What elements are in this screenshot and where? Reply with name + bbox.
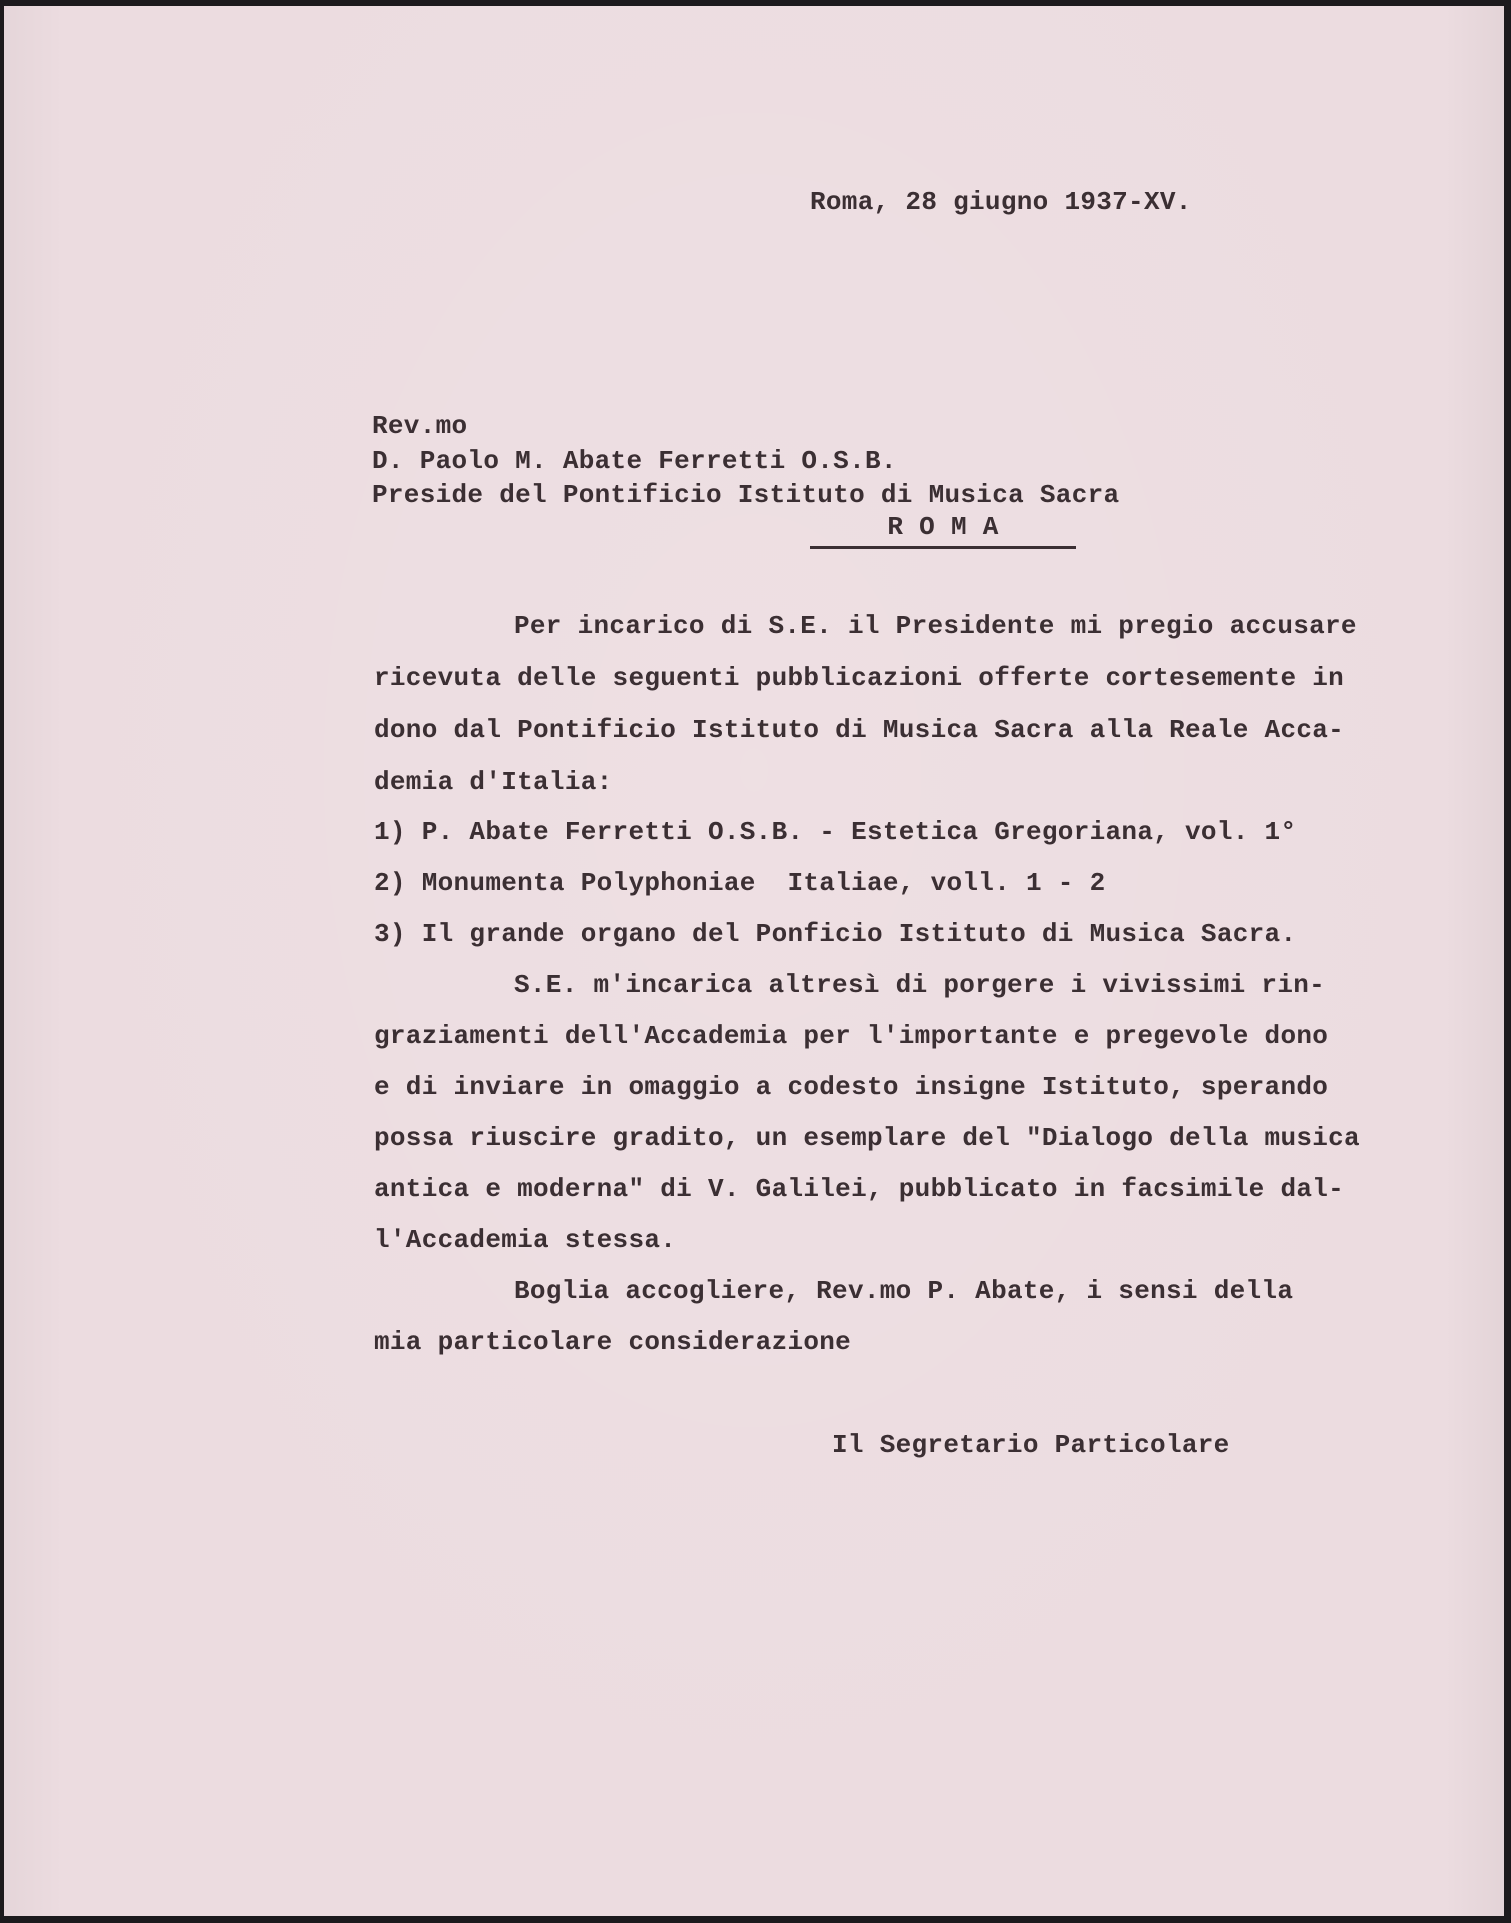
body-line: S.E. m'incarica altresì di porgere i vivissimi rin- [514, 970, 1326, 1000]
recipient-salutation: Rev.mo [372, 411, 468, 441]
body-line: graziamenti dell'Accademia per l'importante e pregevole dono [374, 1021, 1329, 1051]
list-item: 3) Il grande organo del Ponficio Istituto di Musica Sacra. [374, 919, 1297, 949]
body-line: e di inviare in omaggio a codesto insigne Istituto, sperando [374, 1072, 1329, 1102]
letter-date: Roma, 28 giugno 1937-XV. [810, 187, 1192, 217]
letter-page [4, 6, 1504, 1916]
body-line: antica e moderna" di V. Galilei, pubblicato in facsimile dal- [374, 1174, 1345, 1204]
recipient-title: Preside del Pontificio Istituto di Musica Sacra [372, 480, 1120, 510]
list-item: 1) P. Abate Ferretti O.S.B. - Estetica Gregoriana, vol. 1° [374, 817, 1297, 847]
closing-line: Boglia accogliere, Rev.mo P. Abate, i sensi della [514, 1276, 1294, 1306]
body-line: dono dal Pontificio Istituto di Musica Sacra alla Reale Acca- [374, 715, 1345, 745]
recipient-city: R O M A [810, 514, 1076, 549]
body-line: l'Accademia stessa. [374, 1225, 677, 1255]
body-line: possa riuscire gradito, un esemplare del "Dialogo della musica [374, 1123, 1360, 1153]
signature-line: Il Segretario Particolare [832, 1430, 1230, 1460]
recipient-name: D. Paolo M. Abate Ferretti O.S.B. [372, 446, 897, 476]
body-line: ricevuta delle seguenti pubblicazioni offerte cortesemente in [374, 663, 1345, 693]
body-line: Per incarico di S.E. il Presidente mi pregio accusare [514, 611, 1357, 641]
list-item: 2) Monumenta Polyphoniae Italiae, voll. 1 - 2 [374, 868, 1106, 898]
body-line: demia d'Italia: [374, 767, 613, 797]
closing-line: mia particolare considerazione [374, 1327, 852, 1357]
